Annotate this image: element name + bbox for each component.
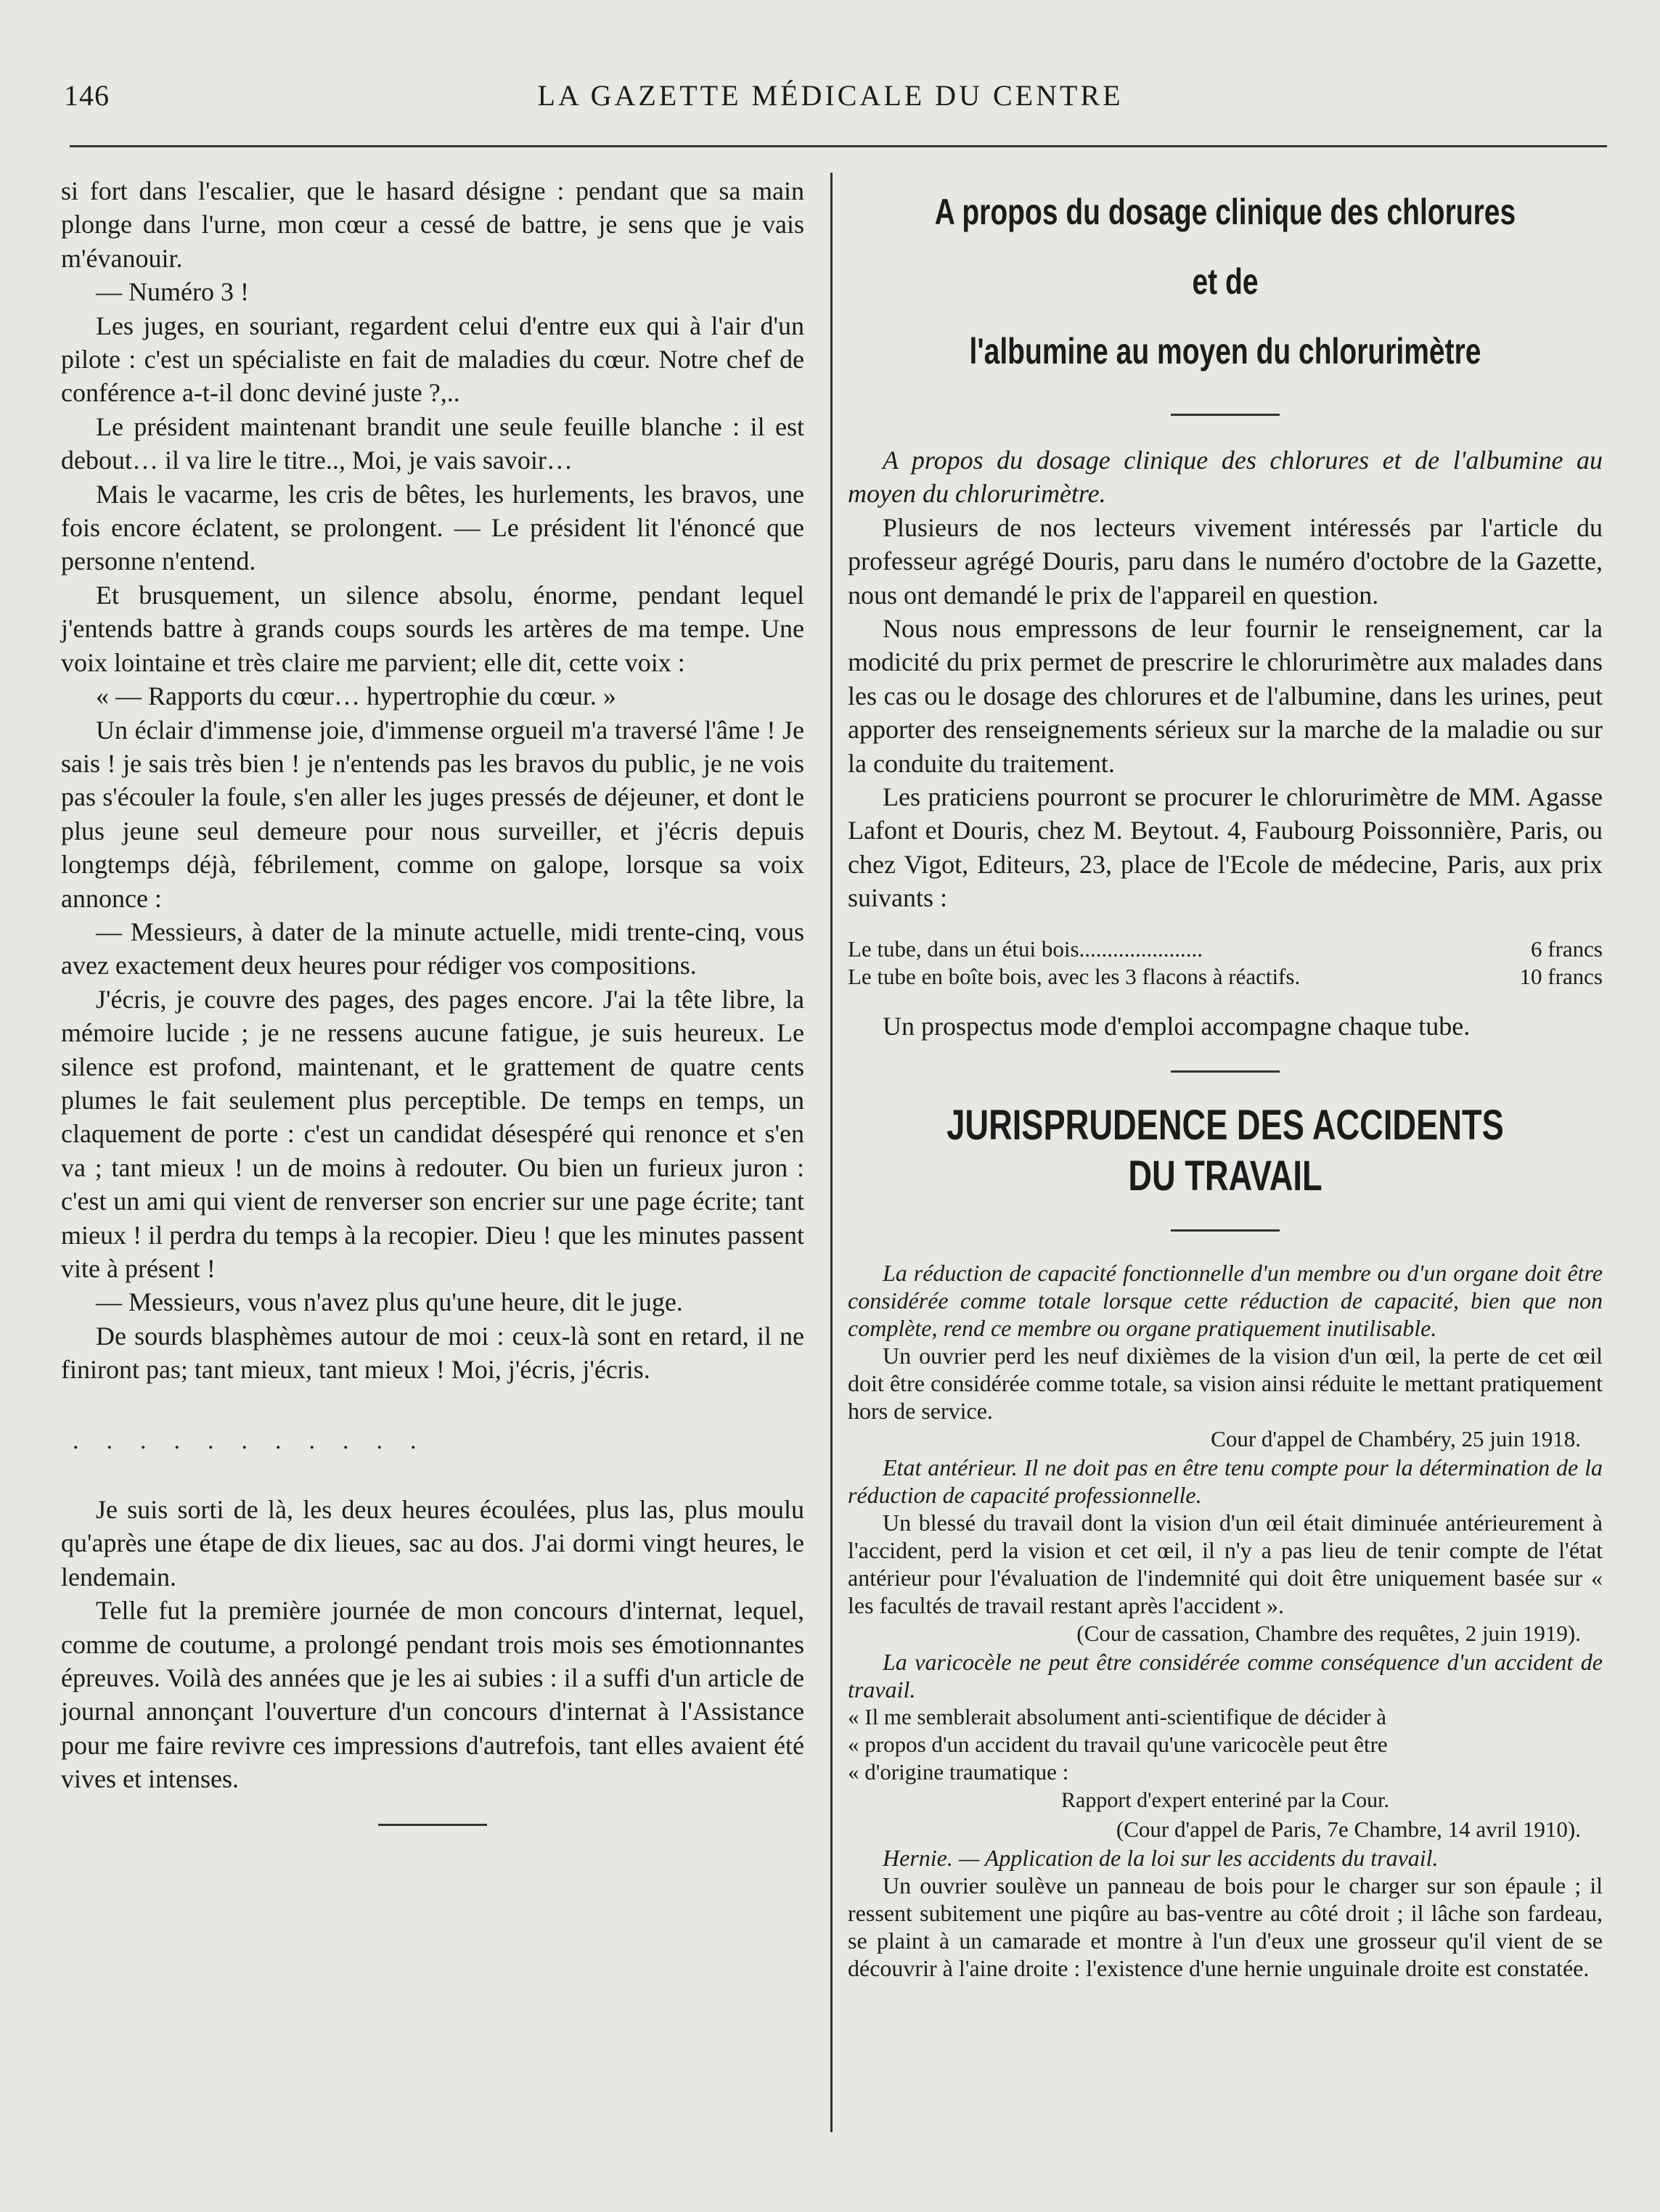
paragraph: si fort dans l'escalier, que le hasard désigne : pendant que sa main plonge dans l'urne, mon cœur a cessé de battre, je sens que je vais m'évanouir. [61, 176, 804, 273]
case-lead: La réduction de capacité fonctionnelle d'un membre ou d'un organe doit être considérée comme totale lorsque cette réduction de capacité, bien que non complète, rend ce membre ou organe pratiquement inutilisable. [848, 1260, 1603, 1342]
price-label: Le tube, dans un étui bois...................... [848, 935, 1203, 962]
case-text: Un ouvrier perd les neuf dixièmes de la vision d'un œil, la perte de cet œil doit être considérée comme totale, sa vision ainsi réduite le mettant pratiquement hors de service. [848, 1343, 1603, 1425]
paragraph: Les juges, en souriant, regardent celui d'entre eux qui à l'air d'un pilote : c'est un spécialiste en fait de maladies du cœur. Notre chef de conférence a-t-il donc deviné juste ?,.. [61, 311, 804, 408]
paragraph: — Numéro 3 ! [96, 277, 249, 307]
article-title [931, 177, 1519, 386]
paragraph: Les praticiens pourront se procurer le chlorurimètre de MM. Agasse Lafont et Douris, chez M. Beytout. 4, Faubourg Poissonnière, Paris, ou chez Vigot, Editeurs, 23, place de l'Ecole de médecine, Paris, aux prix suivants : [848, 782, 1603, 913]
section-rule [1171, 1070, 1280, 1073]
case-text: Un blessé du travail dont la vision d'un œil était diminuée antérieurement à l'accident, perd la vision et cet œil, il n'y a pas lieu de tenir compte de l'état antérieur pour l'évaluation de l'indemnité qui doit être uniquement basée sur « les facultés de travail restant après l'accident ». [848, 1510, 1603, 1619]
paragraph: Nous nous empressons de leur fournir le renseignement, car la modicité du prix permet de prescrire le chlorurimètre aux malades dans les cas ou le dosage des chlorures et de l'albumine, dans les urines, peut apporter des renseignements sérieux sur la marche de la maladie ou sur la conduite du traitement. [848, 614, 1603, 778]
case-citation: (Cour de cassation, Chambre des requêtes, 2 juin 1919). [1076, 1621, 1581, 1647]
expert-report: Rapport d'expert enteriné par la Cour. [1061, 1788, 1389, 1813]
right-column [848, 174, 1603, 1982]
article-title-line: l'albumine au moyen du chlorurimètre [969, 331, 1481, 372]
column-divider [830, 173, 833, 2132]
price-value: 10 francs [1519, 963, 1603, 989]
price-value: 6 francs [1531, 935, 1603, 962]
price-list [848, 935, 1603, 991]
paragraph: Un éclair d'immense joie, d'immense orgueil m'a traversé l'âme ! Je sais ! je sais très bien ! je n'entends pas les bravos du public, je ne vois pas s'écouler la foule, s'en aller les juges pressés de déjeuner, et dont le plus jeune seul demeure pour nous surveiller, et j'écris depuis longtemps déjà, fébrilement, comme on galope, lorsque sa voix annonce : [61, 715, 804, 913]
header-rule [70, 145, 1607, 147]
section-title: JURISPRUDENCE DES ACCIDENTS DU TRAVAIL [946, 1102, 1504, 1200]
case-citation: (Cour d'appel de Paris, 7e Chambre, 14 avril 1910). [1116, 1816, 1581, 1843]
left-column [61, 174, 804, 1853]
paragraph: Le président maintenant brandit une seule feuille blanche : il est debout… il va lire le titre.., Moi, je vais savoir… [61, 411, 804, 475]
paragraph: J'écris, je couvre des pages, des pages encore. J'ai la tête libre, la mémoire lucide ; je ne ressens aucune fatigue, je suis heureux. Le silence est profond, maintenant, et le grattement de quatre cents plumes le fait seulement plus perceptible. De temps en temps, un claquement de porte : c'est un candidat désespéré qui renonce et s'en va ; tant mieux ! un de moins à redouter. Ou bien un furieux juron : c'est un ami qui vient de renverser son encrier sur une page écrite; tant mieux ! il perdra du temps à la recopier. Dieu ! que les minutes passent vite à présent ! [61, 984, 804, 1283]
paragraph: Et brusquement, un silence absolu, énorme, pendant lequel j'entends battre à grands coups sourds les artères de ma tempe. Une voix lointaine et très claire me parvient; elle dit, cette voix : [61, 580, 804, 677]
paragraph: « — Rapports du cœur… hypertrophie du cœur. » [96, 681, 616, 711]
quote-line: « d'origine traumatique : [848, 1759, 1069, 1785]
paragraph: — Messieurs, vous n'avez plus qu'une heure, dit le juge. [96, 1287, 683, 1317]
case-lead: La varicocèle ne peut être considérée comme conséquence d'un accident de travail. [848, 1649, 1603, 1703]
price-label: Le tube en boîte bois, avec les 3 flacons à réactifs. [848, 963, 1301, 989]
case-text: Un ouvrier soulève un panneau de bois pour le charger sur son épaule ; il ressent subitement une piqûre au bas-ventre au côté droit ; il lâche son fardeau, se plaint à un camarade et montre à l'un d'eux une grosseur qu'il vient de se découvrir à l'aine droite : l'existence d'une hernie unguinale droite est constatée. [848, 1872, 1603, 1982]
article-lead: A propos du dosage clinique des chlorures et de l'albumine au moyen du chlorurimètre. [848, 446, 1603, 509]
price-row [848, 935, 1603, 963]
page-header [61, 78, 1600, 122]
case-lead: Hernie. — Application de la loi sur les accidents du travail. [883, 1845, 1439, 1872]
quote-line: « Il me semblerait absolument anti-scientifique de décider à [848, 1704, 1387, 1730]
running-title: LA GAZETTE MÉDICALE DU CENTRE [537, 79, 1124, 112]
section-rule [378, 1824, 487, 1826]
paragraph: Plusieurs de nos lecteurs vivement intéressés par l'article du professeur agrégé Douris, paru dans le numéro d'octobre de la Gazette, nous ont demandé le prix de l'appareil en question. [848, 512, 1603, 610]
page-number: 146 [64, 79, 110, 112]
case-quote [848, 1703, 1603, 1786]
paragraph: — Messieurs, à dater de la minute actuelle, midi trente-cinq, vous avez exactement deux heures pour rédiger vos compositions. [61, 917, 804, 980]
paragraph: Telle fut la première journée de mon concours d'internat, lequel, comme de coutume, a prolongé pendant trois mois ses émotionnantes épreuves. Voilà des années que je les ai subies : il a suffi d'un article de journal annonçant l'ouverture d'un concours d'internat à l'Assistance pour me faire revivre ces impressions d'autrefois, tant elles avaient été vives et intenses. [61, 1596, 804, 1794]
quote-line: « propos d'un accident du travail qu'une varicocèle peut être [848, 1732, 1388, 1758]
paragraph: Je suis sorti de là, les deux heures écoulées, plus las, plus moulu qu'après une étape de dix lieues, sac au dos. J'ai dormi vingt heures, le lendemain. [61, 1495, 804, 1592]
case-citation: Cour d'appel de Chambéry, 25 juin 1918. [1211, 1426, 1581, 1452]
dotted-separator: ........... [73, 1427, 444, 1454]
section-rule [1171, 1229, 1280, 1232]
section-rule [1171, 414, 1280, 416]
case-lead: Etat antérieur. Il ne doit pas en être tenu compte pour la détermination de la réduction de capacité professionnelle. [848, 1454, 1603, 1509]
paragraph: De sourds blasphèmes autour de moi : ceux-là sont en retard, il ne finiront pas; tant mieux, tant mieux ! Moi, j'écris, j'écris. [61, 1321, 804, 1385]
price-row [848, 963, 1603, 991]
paragraph: Mais le vacarme, les cris de bêtes, les hurlements, les bravos, une fois encore éclatent, se prolongent. — Le président lit l'énoncé que personne n'entend. [61, 479, 804, 576]
article-title-line: A propos du dosage clinique des chlorures et de [934, 192, 1516, 302]
paragraph: Un prospectus mode d'emploi accompagne chaque tube. [883, 1011, 1471, 1041]
